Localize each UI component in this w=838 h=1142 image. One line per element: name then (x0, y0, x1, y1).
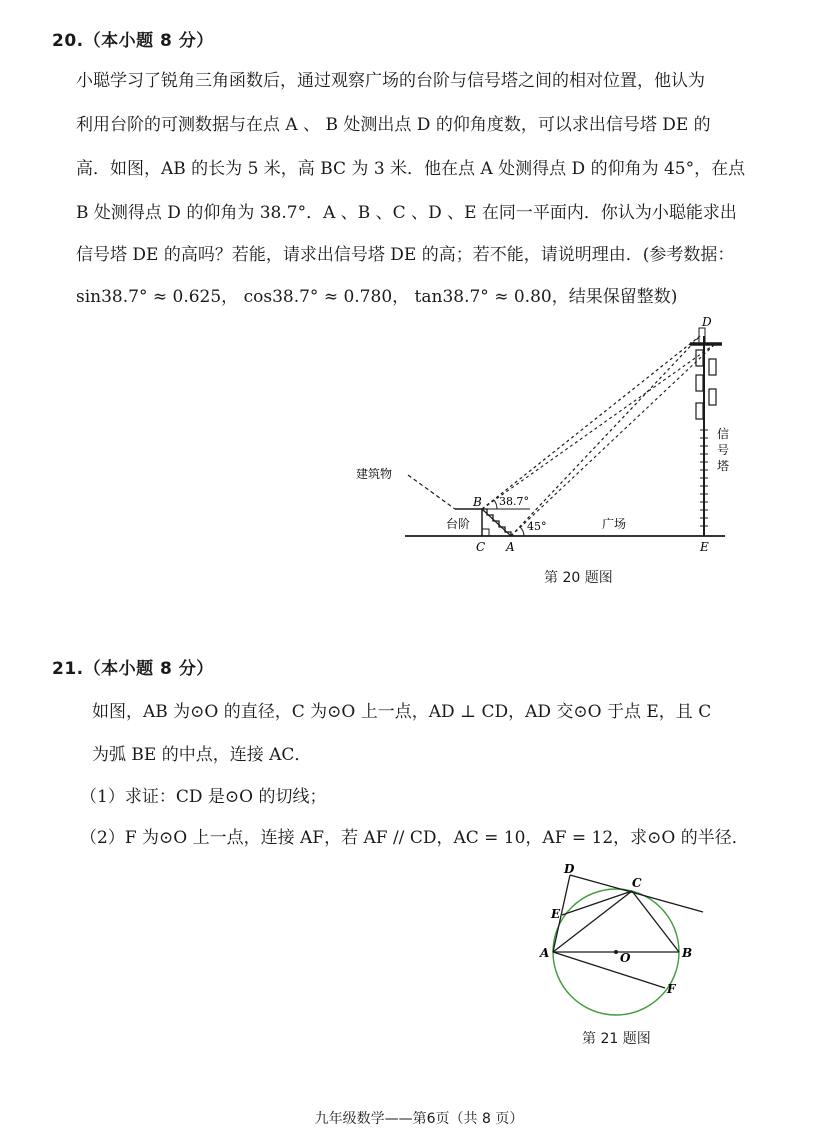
angle-arc-b (494, 500, 497, 509)
label-d: D (702, 315, 712, 329)
label-e21: E (551, 907, 561, 921)
label-c: C (476, 540, 486, 554)
center-dot (614, 950, 618, 954)
label-building: 建筑物 (356, 467, 393, 481)
label-b: B (473, 495, 482, 509)
sight-line-a (511, 336, 700, 536)
page-footer: 九年级数学——第6页（共 8 页） (314, 1111, 524, 1127)
q20-header: 20.（本小题 8 分） (52, 31, 214, 51)
label-tower-3: 塔 (717, 459, 730, 473)
label-tower-1: 信 (717, 427, 730, 441)
right-angle-c (482, 529, 489, 536)
q21-line-2: 为弧 BE 的中点，连接 AC． (92, 745, 312, 765)
q20-caption: 第 20 题图 (544, 570, 613, 586)
sight-line-b (482, 336, 700, 509)
q20-line-5: 信号塔 DE 的高吗？若能，请求出信号塔 DE 的高；若不能，请说明理由．(参考数据： (76, 245, 735, 265)
q20-figure (0, 310, 838, 610)
label-e: E (700, 540, 709, 554)
label-tower-2: 号 (717, 443, 730, 457)
building-line (408, 475, 455, 509)
angle-arc-a (520, 527, 524, 536)
label-c21: C (632, 876, 642, 890)
label-plaza: 广场 (602, 517, 627, 531)
label-angle-a: 45° (527, 520, 547, 533)
label-angle-b: 38.7° (499, 495, 529, 508)
q21-figure (0, 860, 838, 1030)
q20-line-1: 小聪学习了锐角三角函数后，通过观察广场的台阶与信号塔之间的相对位置，他认为 (76, 71, 705, 91)
q21-line-1: 如图，AB 为⊙O 的直径，C 为⊙O 上一点，AD ⊥ CD，AD 交⊙O 于点 E，且 C (92, 702, 712, 722)
q21-line-3: （1）求证：CD 是⊙O 的切线； (80, 787, 327, 807)
label-b21: B (682, 946, 693, 960)
label-a21: A (540, 946, 550, 960)
label-f21: F (667, 982, 676, 996)
ab-line (482, 509, 511, 536)
label-o21: O (620, 951, 631, 965)
q21-line-4: （2）F 为⊙O 上一点，连接 AF，若 AF // CD，AC = 10，AF = 12，求⊙O 的半径． (80, 828, 749, 848)
label-d21: D (564, 862, 575, 876)
segment-ec (562, 891, 632, 915)
q20-line-2: 利用台阶的可测数据与在点 A 、 B 处测出点 D 的仰角度数，可以求出信号塔 DE 的 (76, 115, 711, 135)
sight-line-b2 (482, 344, 715, 509)
tower-panels (696, 350, 716, 419)
sight-line-a2 (511, 344, 715, 536)
label-steps: 台阶 (446, 517, 471, 531)
segment-af (553, 952, 665, 988)
q20-line-4: B 处测得点 D 的仰角为 38.7°．A 、B 、C 、D 、E 在同一平面内．你认为小聪能求出 (76, 203, 737, 223)
q21-caption: 第 21 题图 (582, 1031, 651, 1047)
q20-line-6: sin38.7° ≈ 0.625， cos38.7° ≈ 0.780， tan38.7° ≈ 0.80，结果保留整数) (76, 287, 678, 307)
label-a: A (506, 540, 515, 554)
segment-cb (632, 891, 679, 952)
q21-header: 21.（本小题 8 分） (52, 659, 214, 679)
q20-line-3: 高．如图，AB 的长为 5 米，高 BC 为 3 米．他在点 A 处测得点 D 的仰角为 45°，在点 (76, 159, 746, 179)
